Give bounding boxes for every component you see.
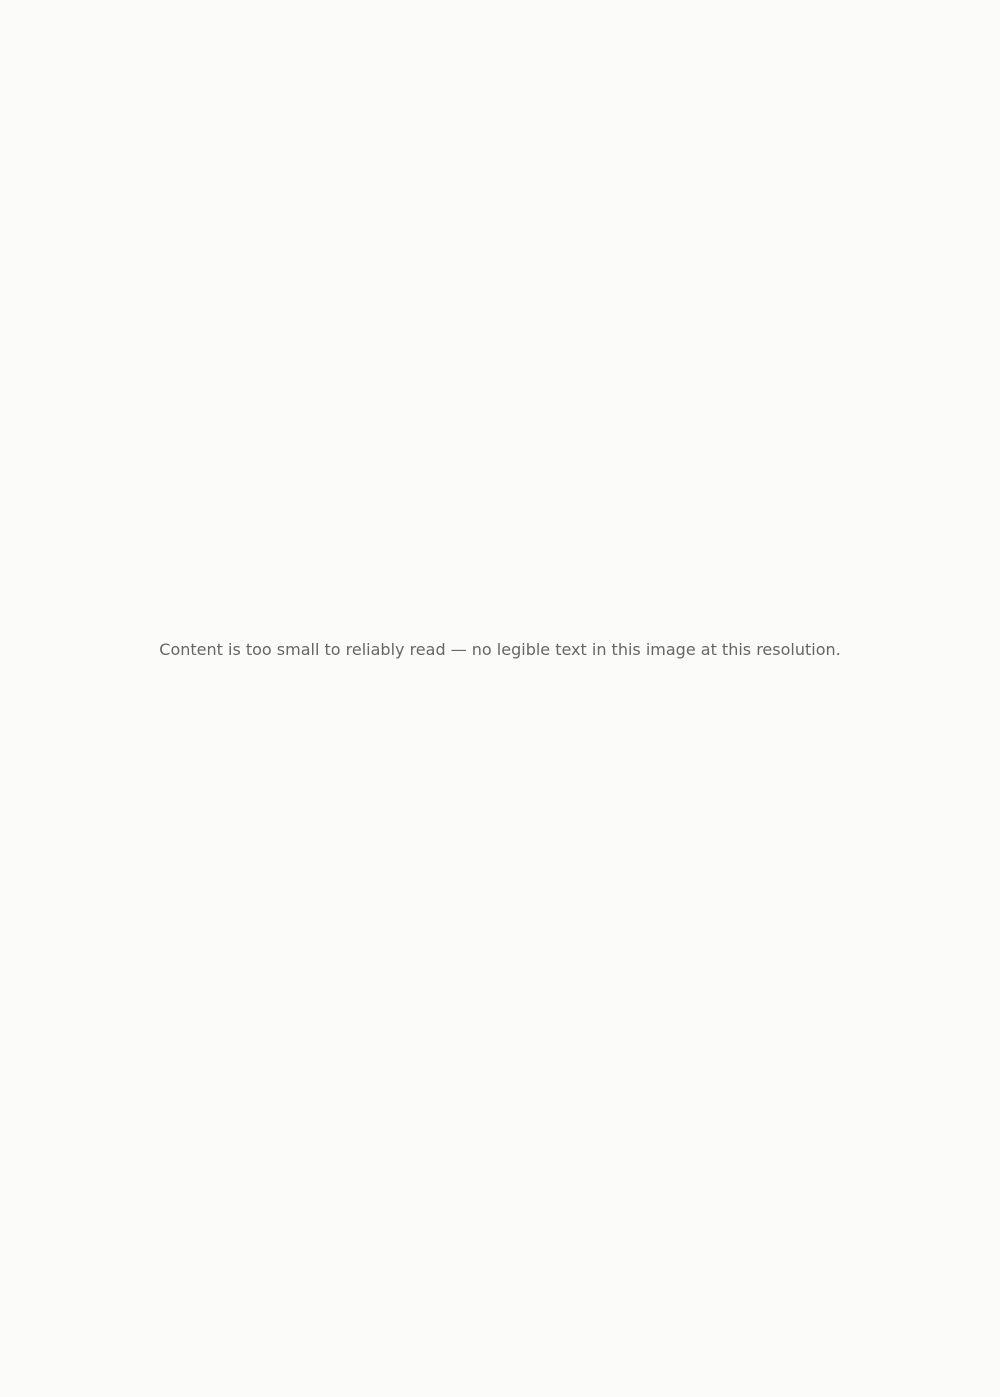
unreadable-notice: Content is too small to reliably read — no legible text in this image at this resolution. (159, 640, 841, 659)
